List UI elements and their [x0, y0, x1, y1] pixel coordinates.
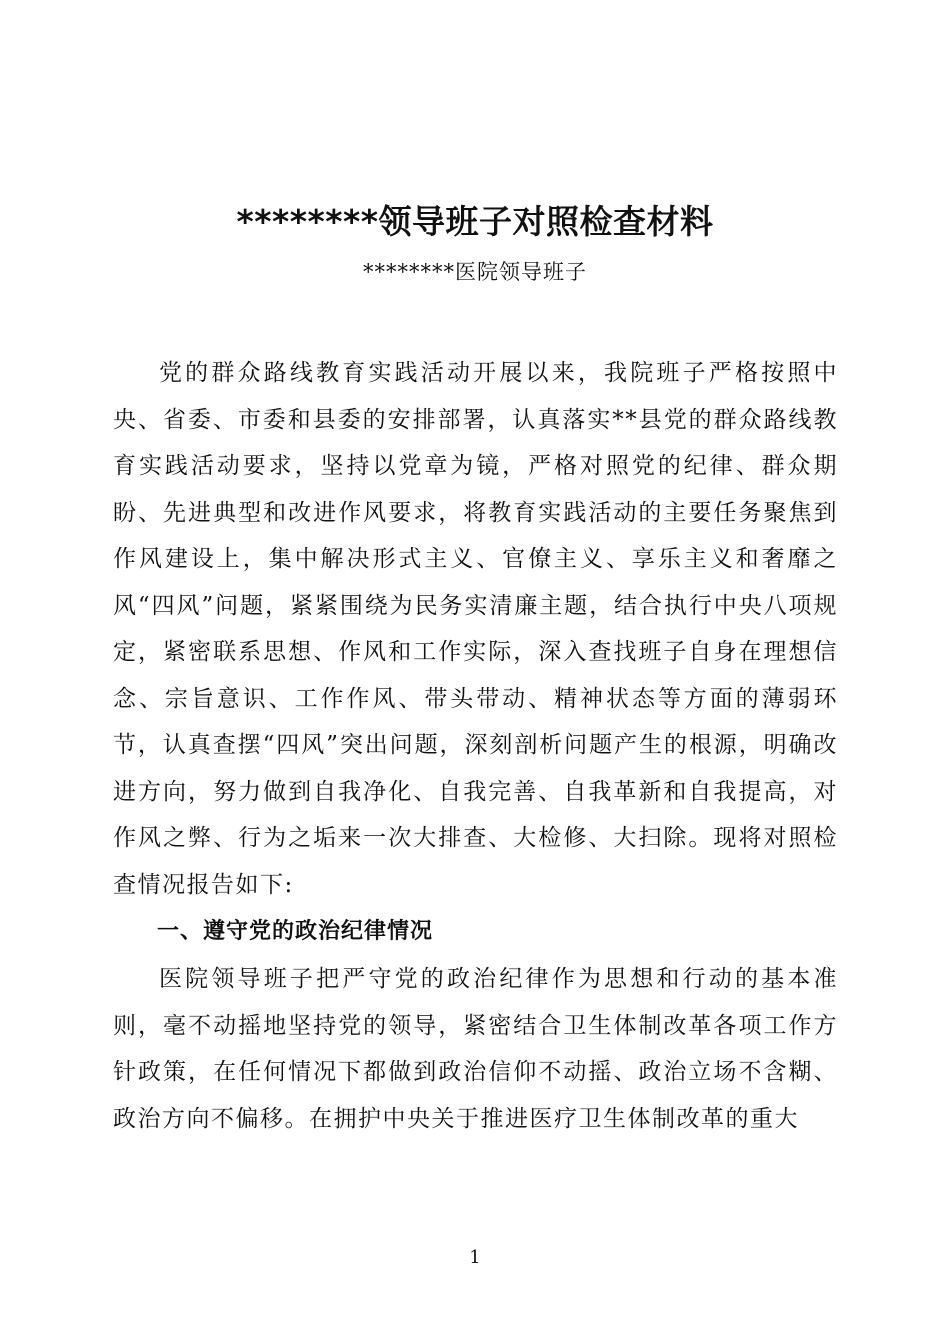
document-subtitle: ********医院领导班子 [363, 260, 587, 284]
section-heading: 一、遵守党的政治纪律情况 [157, 919, 434, 944]
body-paragraph: 党的群众路线教育实践活动开展以来，我院班子严格按照中央、省委、市委和县委的安排部署，认真落实**县党的群众路线教育实践活动要求，坚持以党章为镜，严格对照党的纪律、群众期盼、先进典型和改进作风要求，将教育实践活动的主要任务聚焦到作风建设上，集中解决形式主义、官僚主义、享乐主义和奢靡之风“四风”问题，紧紧围绕为民务实清廉主题，结合执行中央八项规定，紧密联系思想、作风和工作实际，深入查找班子自身在理想信念、宗旨意识、工作作风、带头带动、精神状态等方面的薄弱环节，认真查摆“四风”突出问题，深刻剖析问题产生的根源，明确改进方向，努力做到自我净化、自我完善、自我革新和自我提高，对作风之弊、行为之垢来一次大排查、大检修、大扫除。现将对照检查情况报告如下: [113, 360, 838, 898]
document-body [113, 350, 838, 1142]
document-title: ********领导班子对照检查材料 [236, 202, 714, 241]
page-number: 1 [469, 1247, 481, 1268]
body-paragraph: 医院领导班子把严守党的政治纪律作为思想和行动的基本准则，毫不动摇地坚持党的领导，紧密结合卫生体制改革各项工作方针政策，在任何情况下都做到政治信仰不动摇、政治立场不含糊、政治方向不偏移。在拥护中央关于推进医疗卫生体制改革的重大 [113, 966, 838, 1132]
